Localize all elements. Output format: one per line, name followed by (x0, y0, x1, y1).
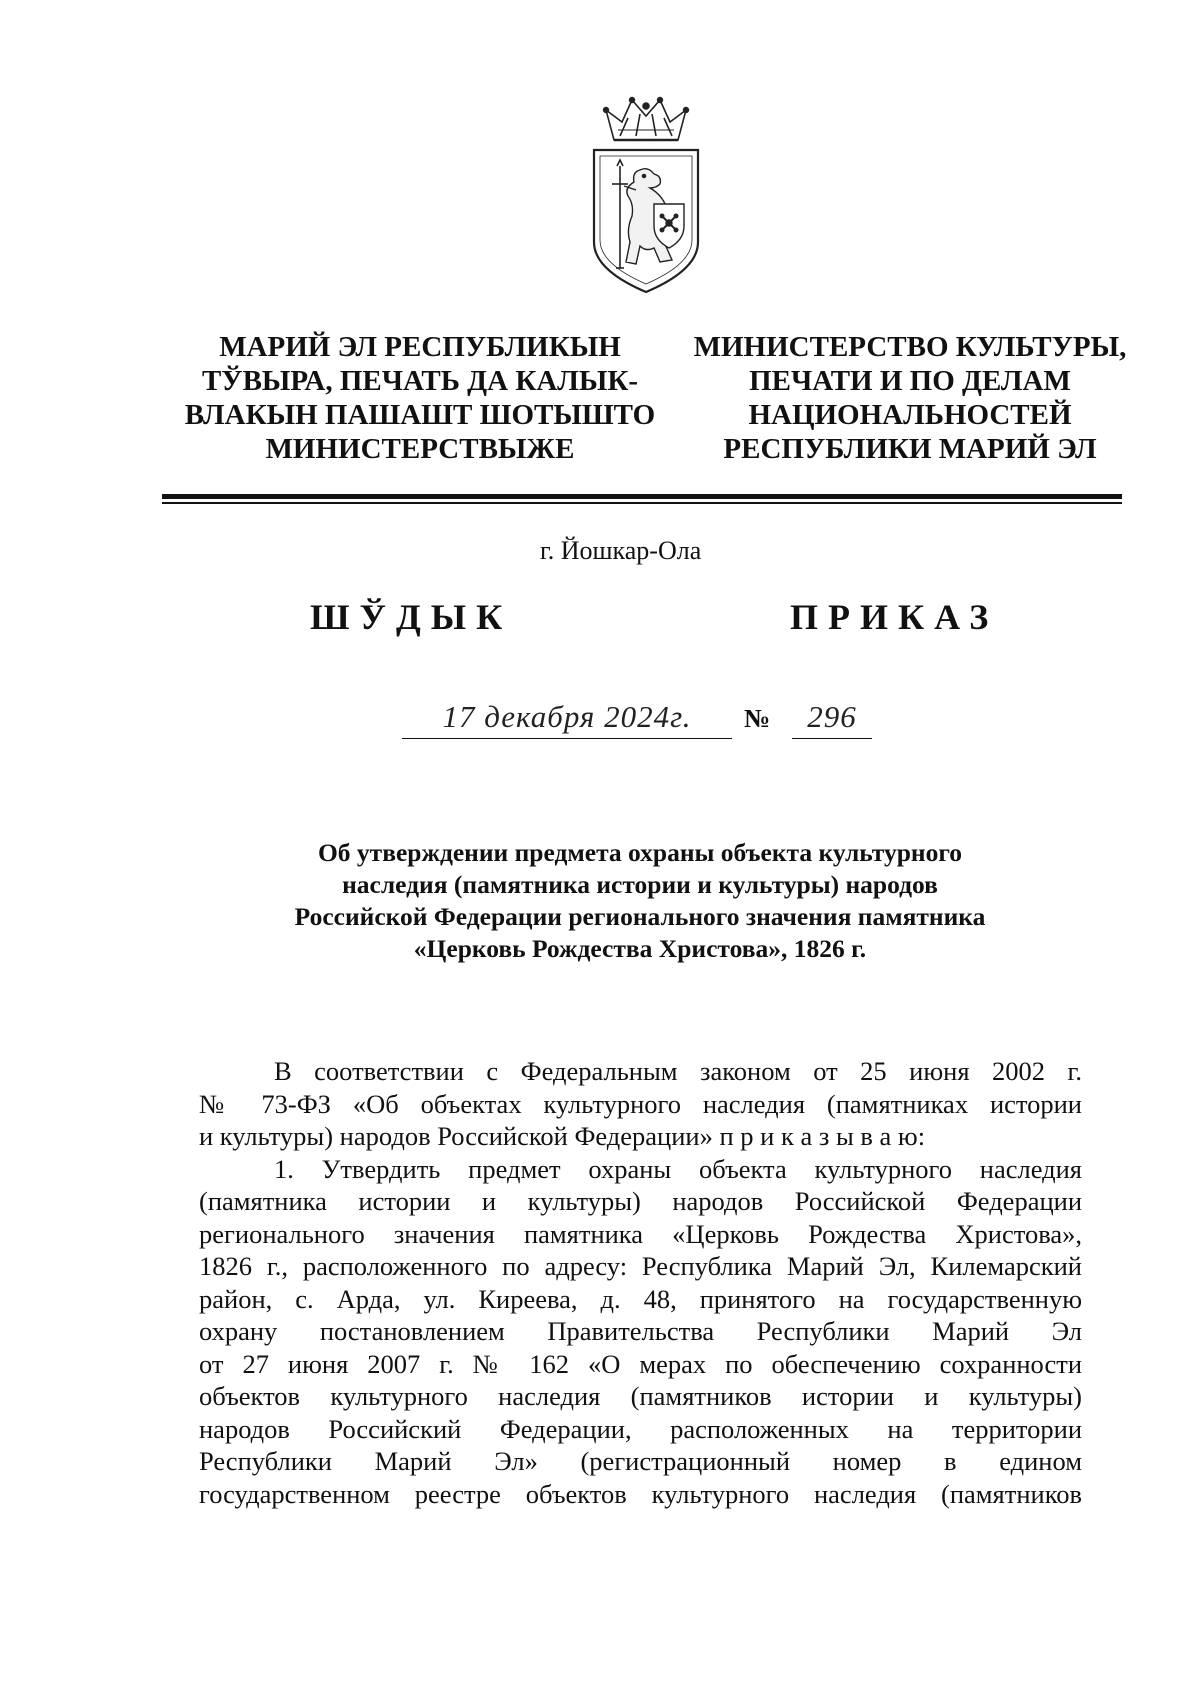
title-line: Российской Федерации регионального значения памятника (294, 902, 986, 931)
body-line: 1826 г., расположенного по адресу: Республика Марий Эл, Килемарский (199, 1251, 1082, 1281)
body-line: народов Российский Федерации, расположенных на территории (199, 1413, 1082, 1444)
body-line: Республики Марий Эл» (регистрационный номер в едином (199, 1446, 1082, 1476)
header-russian-ministry-name: МИНИСТЕРСТВО КУЛЬТУРЫ, ПЕЧАТИ И ПО ДЕЛАМ НАЦИОНАЛЬНОСТЕЙ РЕСПУБЛИКИ МАРИЙ ЭЛ (693, 331, 1127, 465)
title-line: наследия (памятника истории и культуры) народов (342, 870, 938, 899)
body-line: регионального значения памятника «Церковь Рождества Христова», (199, 1218, 1082, 1249)
body-line: объектов культурного наследия (памятников истории и культуры) (199, 1381, 1082, 1411)
sword-icon (612, 160, 628, 268)
date-field (402, 696, 732, 739)
number-sign: № (744, 704, 771, 733)
doc-type-russian: ПРИКАЗ (790, 597, 999, 637)
handwritten-number: 296 (807, 699, 857, 734)
title-line: «Церковь Рождества Христова», 1826 г. (413, 934, 867, 963)
body-line: № 73-ФЗ «Об объектах культурного наследия (памятниках истории (199, 1088, 1082, 1119)
doc-type-mari: ШЎДЫК (310, 597, 513, 637)
body-line: район, с. Арда, ул. Киреева, д. 48, принятого на государственную (199, 1283, 1082, 1314)
coat-of-arms-icon (576, 92, 716, 302)
body-line: 1. Утвердить предмет охраны объекта культурного наследия (274, 1153, 1082, 1184)
body-line: В соответствии с Федеральным законом от 25 июня 2002 г. (274, 1056, 1082, 1086)
body-line: (памятника истории и культуры) народов Российской Федерации (199, 1186, 1082, 1216)
title-line: Об утверждении предмета охраны объекта культурного (317, 838, 963, 867)
number-field (792, 696, 872, 739)
body-line: государственном реестре объектов культурного наследия (памятников (199, 1478, 1082, 1509)
header-divider-thick (162, 494, 1122, 499)
header-divider-thin (162, 502, 1122, 504)
document-title (200, 837, 1080, 965)
body-line: охрану постановлением Правительства Республики Марий Эл (199, 1316, 1082, 1346)
document-body (199, 1055, 1082, 1510)
body-line: и культуры) народов Российской Федерации» п р и к а з ы в а ю: (199, 1121, 926, 1151)
header-mari-ministry-name: МАРИЙ ЭЛ РЕСПУБЛИКЫН ТЎВЫРА, ПЕЧАТЬ ДА КАЛЫК- ВЛАКЫН ПАШАШТ ШОТЫШТО МИНИСТЕРСТВЫЖЕ (184, 331, 656, 465)
handwritten-date: 17 декабря 2024г. (442, 699, 692, 734)
body-line: от 27 июня 2007 г. № 162 «О мерах по обеспечению сохранности (199, 1348, 1082, 1379)
city-name: г. Йошкар-Ола (540, 536, 702, 565)
crown-icon (604, 98, 689, 140)
